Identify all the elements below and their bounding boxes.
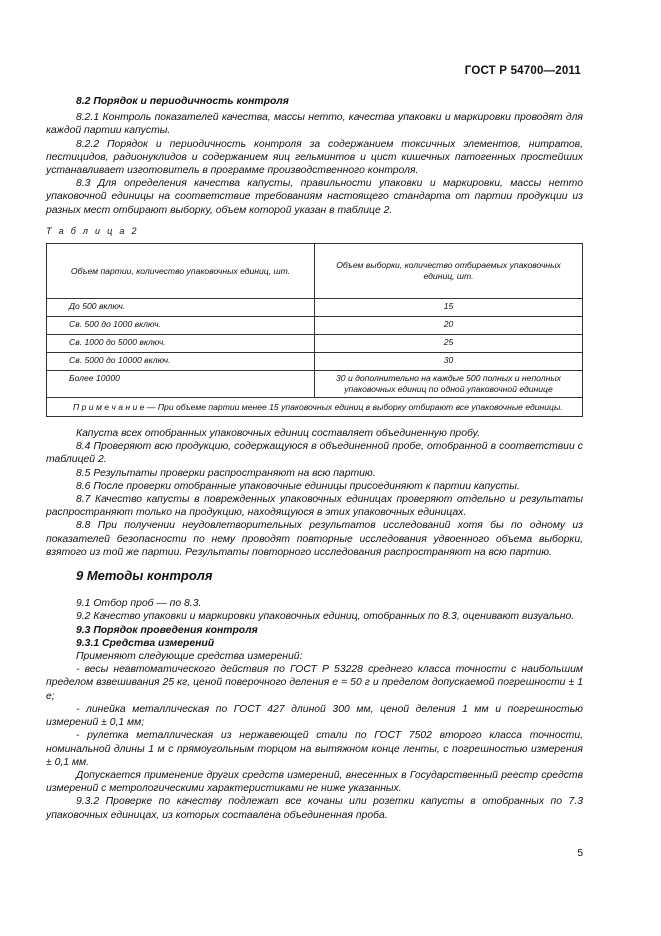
paragraph-combined-sample: Капуста всех отобранных упаковочных единиц составляет объединенную пробу. <box>76 428 480 440</box>
lot-size-cell: Более 10000 <box>47 371 315 398</box>
section-9-3-1-title: 9.3.1 Средства измерений <box>76 637 215 649</box>
table-note-row <box>47 398 583 417</box>
paragraph-9-1: 9.1 Отбор проб — по 8.3. <box>76 598 202 610</box>
paragraph-8-4: 8.4 Проверяют всю продукцию, содержащуюся в объединенной пробе, отобранной в соответствии с таблицей 2. <box>46 441 583 466</box>
section-8-2-title: 8.2 Порядок и периодичность контроля <box>76 96 289 107</box>
table-caption: Т а б л и ц а 2 <box>46 225 139 236</box>
sample-size-cell: 30 и дополнительно на каждые 500 полных и неполных упаковочных единиц по одной упаковочной единице <box>315 371 583 398</box>
paragraph-other-instruments: Допускается применение других средств измерений, внесенных в Государственный реестр средств измерений с метрологическими характеристиками не ниже указанных. <box>46 769 583 795</box>
paragraph-8-6: 8.6 После проверки отобранные упаковочные единицы присоединяют к партии капусты. <box>76 480 520 492</box>
instrument-scales: - весы неавтоматического действия по ГОСТ Р 53228 среднего класса точности с наибольшим пределом взвешивания 25 кг, ценой поверочного деления е = 50 г и пределом допускаемой погрешности ± 1 е; <box>46 664 583 702</box>
paragraph-8-2-1: 8.2.1 Контроль показателей качества, массы нетто, качества упаковки и маркировки проводят для каждой партии капусты. <box>46 112 583 137</box>
sample-size-cell: 15 <box>315 299 583 317</box>
sample-size-cell: 25 <box>315 335 583 353</box>
instrument-ruler: - линейка металлическая по ГОСТ 427 длиной 300 мм, ценой деления 1 мм и погрешностью измерений ± 0,1 мм; <box>46 703 583 729</box>
section-9-3-title: 9.3 Порядок проведения контроля <box>76 624 258 636</box>
instrument-tape-measure: - рулетка металлическая из нержавеющей стали по ГОСТ 7502 второго класса точности, номинальной длины 1 м с прямоугольным торцом на вытяжном конце ленты, с погрешностью измерения ± 0,1 мм. <box>46 730 583 768</box>
paragraph-8-8: 8.8 При получении неудовлетворительных результатов исследований хотя бы по одному из показателей безопасности по нему проводят повторные исследования удвоенного объема выборки, взятого из той же партии. Результаты повторного исследования распространяют на всю партию. <box>46 520 583 558</box>
paragraph-8-5: 8.5 Результаты проверки распространяют на всю партию. <box>76 467 376 479</box>
paragraph-9-2: 9.2 Качество упаковки и маркировки упаковочных единиц, отобранных по 8.3, оценивают визуально. <box>76 611 575 623</box>
paragraph-9-3-2: 9.3.2 Проверке по качеству подлежат все кочаны или розетки капусты в отобранных по 7.3 упаковочных единицах, из которых составлена объединенная проба. <box>46 796 583 821</box>
paragraph-8-3: 8.3 Для определения качества капусты, правильности упаковки и маркировки, массы нетто упаковочной единицы на соответствие требованиям настоящего стандарта от партии продукции из разных мест отбирают выборку, объем которой указан в таблице 2. <box>46 178 583 216</box>
page-content <box>46 92 583 822</box>
sample-size-cell: 30 <box>315 353 583 371</box>
paragraph-8-7: 8.7 Качество капусты в поврежденных упаковочных единицах проверяют отдельно и результаты распространяют только на продукцию, находящуюся в этих упаковочных единицах. <box>46 494 583 519</box>
lot-size-cell: Св. 500 до 1000 включ. <box>47 317 315 335</box>
table-header-sample-size: Объем выборки, количество отбираемых упаковочных единиц, шт. <box>315 244 583 299</box>
instruments-intro: Применяют следующие средства измерений: <box>76 651 303 663</box>
lot-size-cell: Св. 1000 до 5000 включ. <box>47 335 315 353</box>
table-header-lot-size: Объем партии, количество упаковочных единиц, шт. <box>47 244 315 299</box>
section-9-title: 9 Методы контроля <box>76 568 213 584</box>
table-note: П р и м е ч а н и е — При объеме партии менее 15 упаковочных единиц в выборку отбирают все упаковочные единицы. <box>47 398 583 417</box>
table-row <box>47 317 583 335</box>
table-header-row <box>47 244 583 299</box>
standard-header: ГОСТ Р 54700—2011 <box>464 65 581 77</box>
table-row <box>47 353 583 371</box>
sampling-table <box>46 243 583 417</box>
table-row <box>47 299 583 317</box>
lot-size-cell: Св. 5000 до 10000 включ. <box>47 353 315 371</box>
lot-size-cell: До 500 включ. <box>47 299 315 317</box>
table-row <box>47 371 583 398</box>
page-number: 5 <box>577 848 583 859</box>
sample-size-cell: 20 <box>315 317 583 335</box>
paragraph-8-2-2: 8.2.2 Порядок и периодичность контроля за содержанием токсичных элементов, нитратов, пестицидов, радионуклидов и содержанием яиц гельминтов и цист кишечных патогенных простейших устанавливает изготовитель в программе производственного контроля. <box>46 138 583 177</box>
table-row <box>47 335 583 353</box>
